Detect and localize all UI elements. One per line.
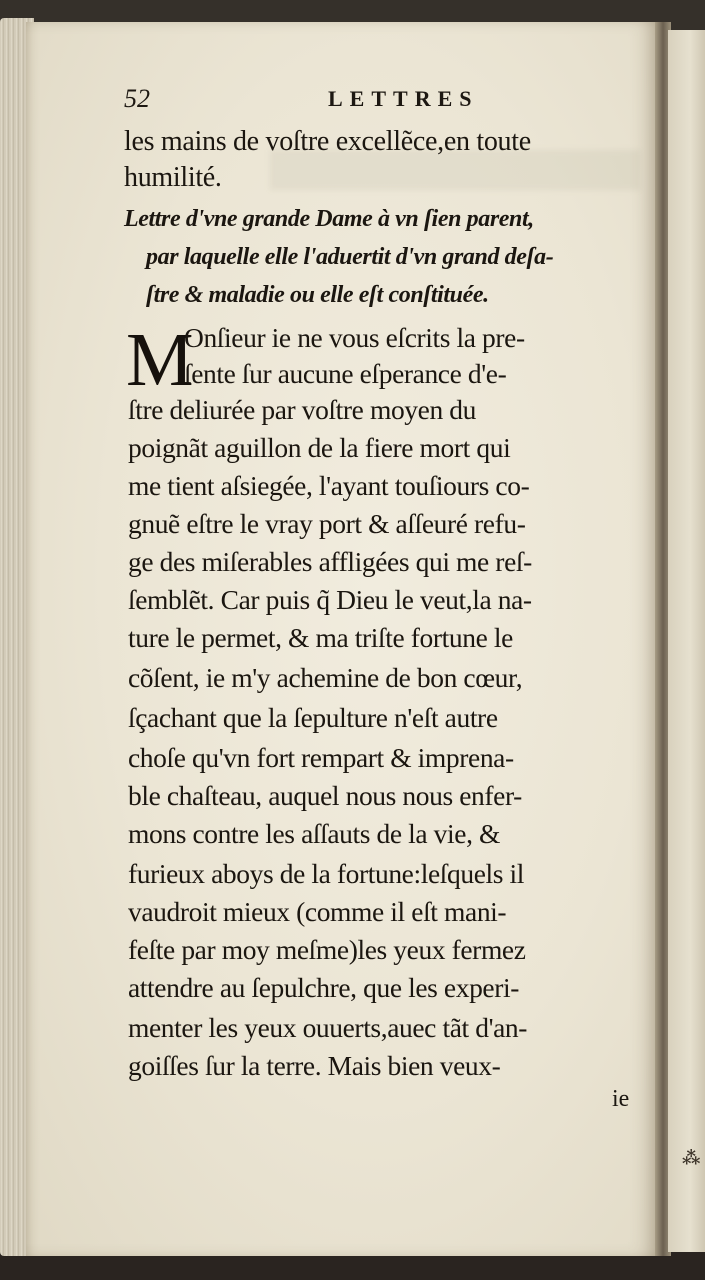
body-line-19: menter les yeux ouuerts,auec tãt d'an- <box>128 1012 528 1043</box>
body-line-14: mons contre les aſſauts de la vie, & <box>128 818 501 849</box>
body-line-15: furieux aboys de la fortune:leſquels il <box>128 858 525 889</box>
carryover-line-2: humilité. <box>124 162 222 193</box>
body-line-7: ge des miſerables affligées qui me reſ- <box>128 546 532 577</box>
body-line-6: gnuẽ eſtre le vray port & aſſeuré refu- <box>128 508 526 539</box>
facing-page-edge <box>668 30 705 1252</box>
body-line-5: me tient aſsiegée, l'ayant touſiours co- <box>128 470 530 501</box>
drop-capital: M <box>126 318 194 402</box>
body-line-3: ſtre deliurée par voſtre moyen du <box>128 394 476 425</box>
body-line-1: Onſieur ie ne vous eſcrits la pre- <box>184 322 525 353</box>
letter-heading-line-3: ſtre & maladie ou elle eſt conſtituée. <box>146 282 489 308</box>
letter-heading-line-1: Lettre d'vne grande Dame à vn ſien parent, <box>124 206 534 232</box>
body-line-9: ture le permet, & ma triſte fortune le <box>128 622 513 653</box>
page-number: 52 <box>124 84 150 113</box>
body-line-12: choſe qu'vn fort rempart & imprena- <box>128 742 514 773</box>
page-header <box>124 84 644 116</box>
carryover-line-1: les mains de voſtre excellẽce,en toute <box>124 126 531 157</box>
body-line-4: poignãt aguillon de la fiere mort qui <box>128 432 511 463</box>
body-line-17: feſte par moy meſme)les yeux fermez <box>128 934 526 965</box>
running-title: LETTRES <box>328 86 479 111</box>
catchword: ie <box>612 1086 630 1112</box>
facing-page-mark: ⁂ <box>682 1148 701 1168</box>
body-line-13: ble chaſteau, auquel nous nous enfer- <box>128 780 522 811</box>
body-line-2: ſente ſur aucune eſperance d'e- <box>184 358 507 389</box>
body-line-11: ſçachant que la ſepulture n'eſt autre <box>128 702 498 733</box>
body-line-20: goiſſes ſur la terre. Mais bien veux- <box>128 1050 501 1081</box>
body-line-18: attendre au ſepulchre, que les experi- <box>128 972 519 1003</box>
body-line-10: cõſent, ie m'y achemine de bon cœur, <box>128 662 523 693</box>
body-line-16: vaudroit mieux (comme il eſt mani- <box>128 896 507 927</box>
letter-heading-line-2: par laquelle elle l'aduertit d'vn grand deſa- <box>146 244 554 270</box>
body-line-8: ſemblẽt. Car puis q̃ Dieu le veut,la na- <box>128 584 532 615</box>
